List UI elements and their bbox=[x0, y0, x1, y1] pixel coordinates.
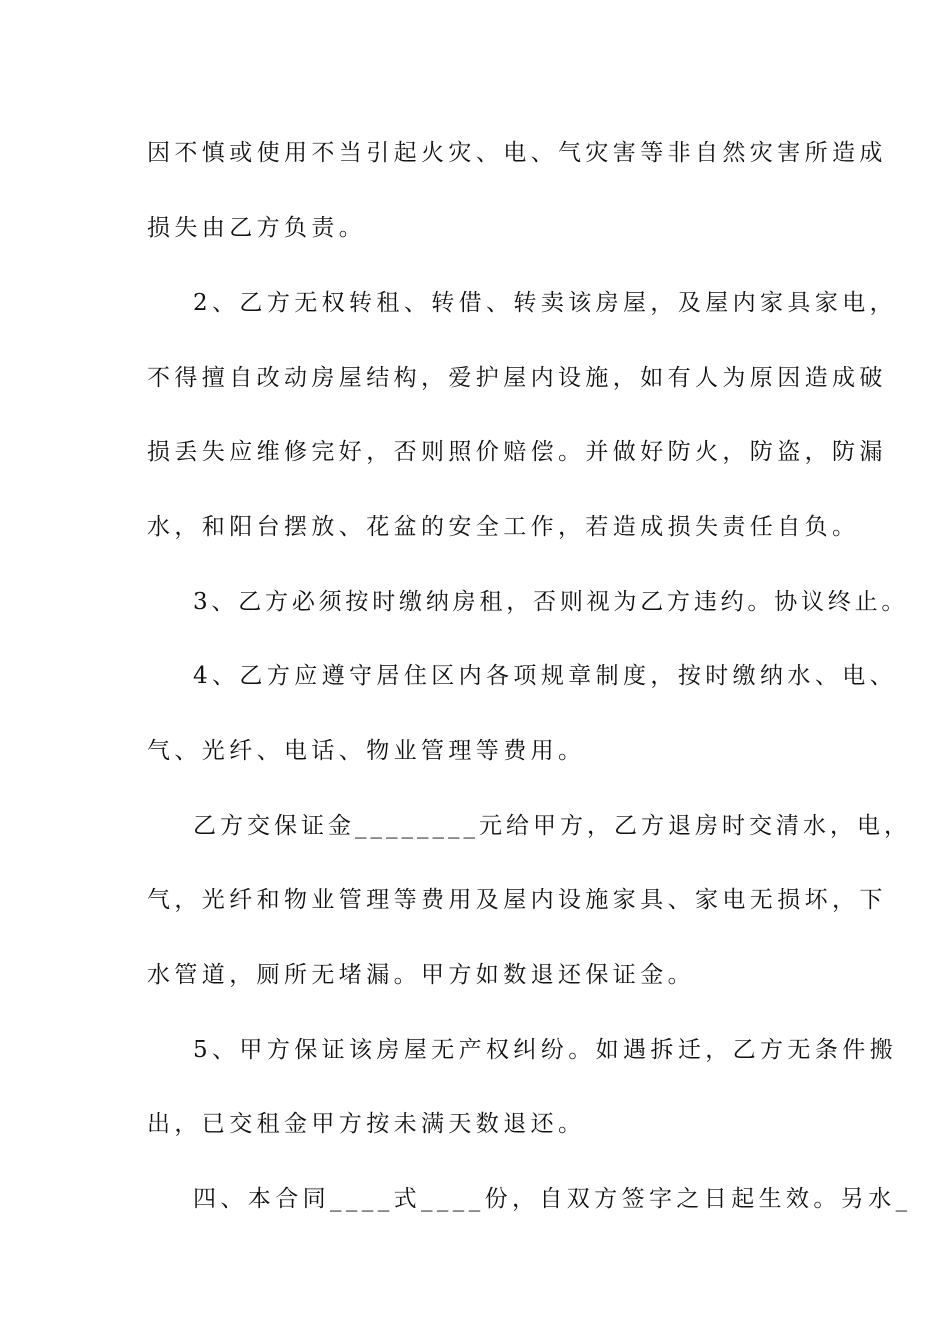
text-line: 出，已交租金甲方按未满天数退还。 bbox=[147, 1111, 586, 1137]
text-line: 四、本合同____式____份，自双方签字之日起生效。另水_ bbox=[193, 1186, 912, 1212]
text-line: 水，和阳台摆放、花盆的安全工作，若造成损失责任自负。 bbox=[147, 514, 860, 540]
text-line: 2、乙方无权转租、转借、转卖该房屋，及屋内家具家电， bbox=[193, 290, 898, 316]
text-line: 不得擅自改动房屋结构，爱护屋内设施，如有人为原因造成破 bbox=[147, 365, 887, 391]
text-line: 因不慎或使用不当引起火灾、电、气灾害等非自然灾害所造成 bbox=[147, 140, 887, 166]
text-line: 损失由乙方负责。 bbox=[147, 215, 367, 241]
text-line: 气、光纤、电话、物业管理等费用。 bbox=[147, 738, 586, 764]
text-line: 乙方交保证金________元给甲方，乙方退房时交清水，电， bbox=[193, 813, 911, 839]
text-line: 损丢失应维修完好，否则照价赔偿。并做好防火，防盗，防漏 bbox=[147, 439, 887, 465]
text-line: 5、甲方保证该房屋无产权纠纷。如遇拆迁，乙方无条件搬 bbox=[193, 1037, 898, 1063]
text-line: 水管道，厕所无堵漏。甲方如数退还保证金。 bbox=[147, 962, 695, 988]
text-line: 气，光纤和物业管理等费用及屋内设施家具、家电无损坏，下 bbox=[147, 887, 887, 913]
text-line: 3、乙方必须按时缴纳房租，否则视为乙方违约。协议终止。 bbox=[193, 589, 909, 615]
text-line: 4、乙方应遵守居住区内各项规章制度，按时缴纳水、电、 bbox=[193, 663, 898, 689]
